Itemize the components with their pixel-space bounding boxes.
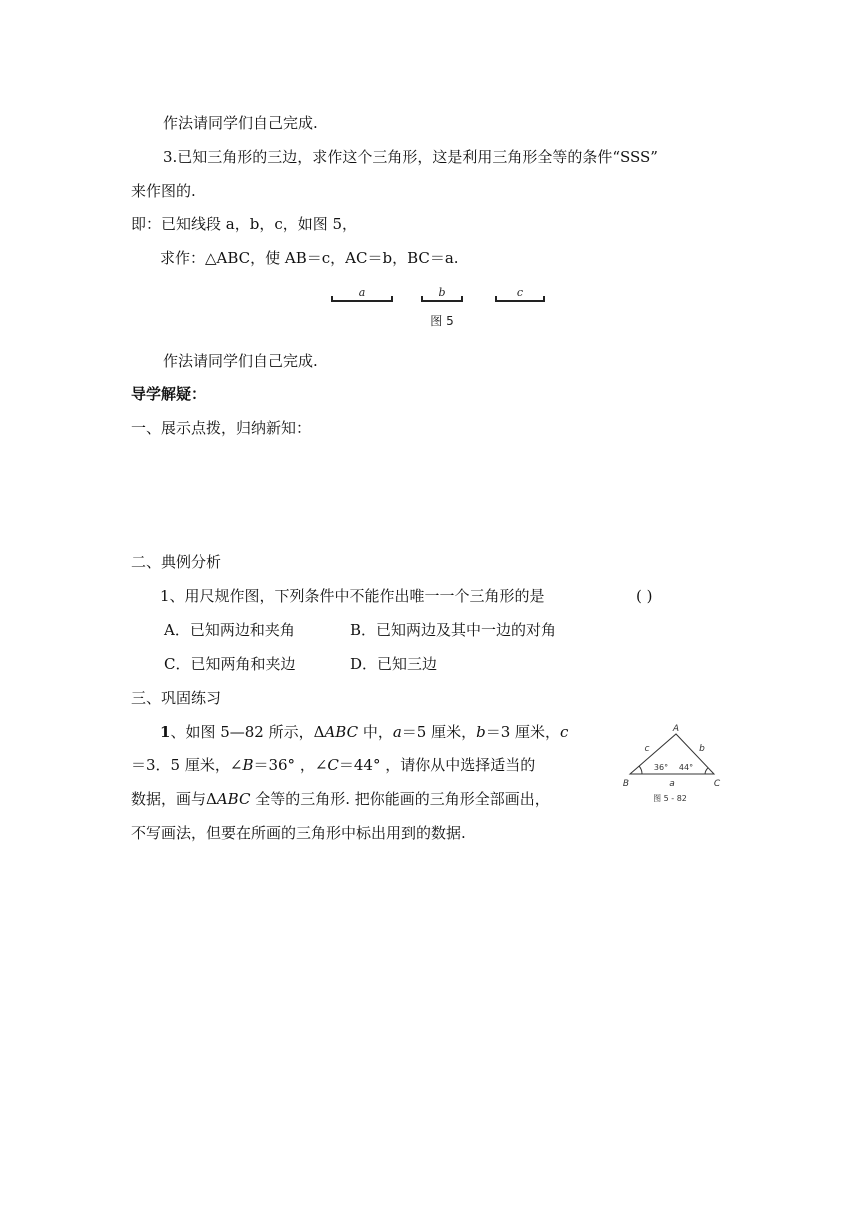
exercise-text: ＝44° ，请你从中选择适当的 [338, 756, 536, 774]
exercise-line-3 [131, 789, 550, 809]
side-a-label: a [669, 779, 675, 789]
answer-blank: ( ) [636, 587, 653, 605]
var-b: b [476, 723, 486, 741]
text-line-construct: 求作：△ABC，使 AB＝c，AC＝b，BC＝a. [160, 249, 459, 267]
side-b-label: b [699, 744, 705, 754]
exercise-number: 1 [160, 723, 171, 741]
vertex-a-label: A [672, 724, 680, 734]
exercise-text: 数据，画与Δ [131, 790, 217, 808]
exercise-line-2 [131, 755, 535, 775]
var-c: c [560, 723, 569, 741]
section-heading-guided: 导学解疑： [131, 385, 207, 403]
var-angle-c: C [327, 756, 339, 774]
figure-5-caption: 图 5 [430, 314, 454, 328]
option-a: A．已知两边和夹角 [164, 621, 295, 639]
text-line-sss-cont: 来作图的. [131, 182, 196, 200]
question-1: 1、用尺规作图，下列条件中不能作出唯一一个三角形的是 [160, 587, 545, 605]
exercise-text: 、如图 5—82 所示，Δ [170, 723, 325, 741]
angle-b-label: 36° [653, 763, 669, 772]
exercise-text: ＝36° ，∠ [253, 756, 328, 774]
triangle-name: ABC [216, 790, 251, 808]
vertex-b-label: B [622, 779, 630, 789]
exercise-text: 全等的三角形. 把你能画的三角形全部画出， [250, 790, 550, 808]
section-heading-3: 三、巩固练习 [131, 689, 222, 707]
exercise-line-1 [160, 722, 568, 742]
figure-5-82-caption: 图 5 - 82 [653, 794, 687, 803]
var-angle-b: B [242, 756, 254, 774]
vertex-c-label: C [713, 779, 721, 789]
option-b: B．已知两边及其中一边的对角 [350, 621, 557, 639]
figure-5-82-triangle [618, 722, 728, 808]
section-heading-1: 一、展示点拨，归纳新知： [131, 419, 312, 437]
option-d: D．已知三边 [350, 655, 438, 673]
angle-c-label: 44° [678, 763, 694, 772]
exercise-line-4: 不写画法，但要在所画的三角形中标出用到的数据. [131, 824, 466, 842]
triangle-name: ABC [324, 723, 359, 741]
option-c: C．已知两角和夹边 [164, 655, 296, 673]
text-line-method-2: 作法请同学们自己完成. [163, 352, 318, 370]
text-line-given: 即：已知线段 a，b，c，如图 5， [131, 215, 358, 233]
text-line-method-1: 作法请同学们自己完成. [163, 114, 318, 132]
text-line-sss-intro: 3.已知三角形的三边，求作这个三角形，这是利用三角形全等的条件“SSS” [163, 148, 658, 166]
segment-b-label: b [438, 286, 446, 299]
segment-a-label: a [358, 286, 366, 299]
exercise-text: ＝3．5 厘米，∠ [131, 756, 243, 774]
exercise-text: ＝5 厘米， [401, 723, 477, 741]
var-a: a [392, 723, 402, 741]
exercise-text: 中， [358, 723, 393, 741]
segment-c-label: c [516, 286, 524, 299]
side-c-label: c [644, 744, 650, 754]
figure-5-segments [330, 285, 550, 331]
section-heading-2: 二、典例分析 [131, 553, 222, 571]
exercise-text: ＝3 厘米， [485, 723, 561, 741]
